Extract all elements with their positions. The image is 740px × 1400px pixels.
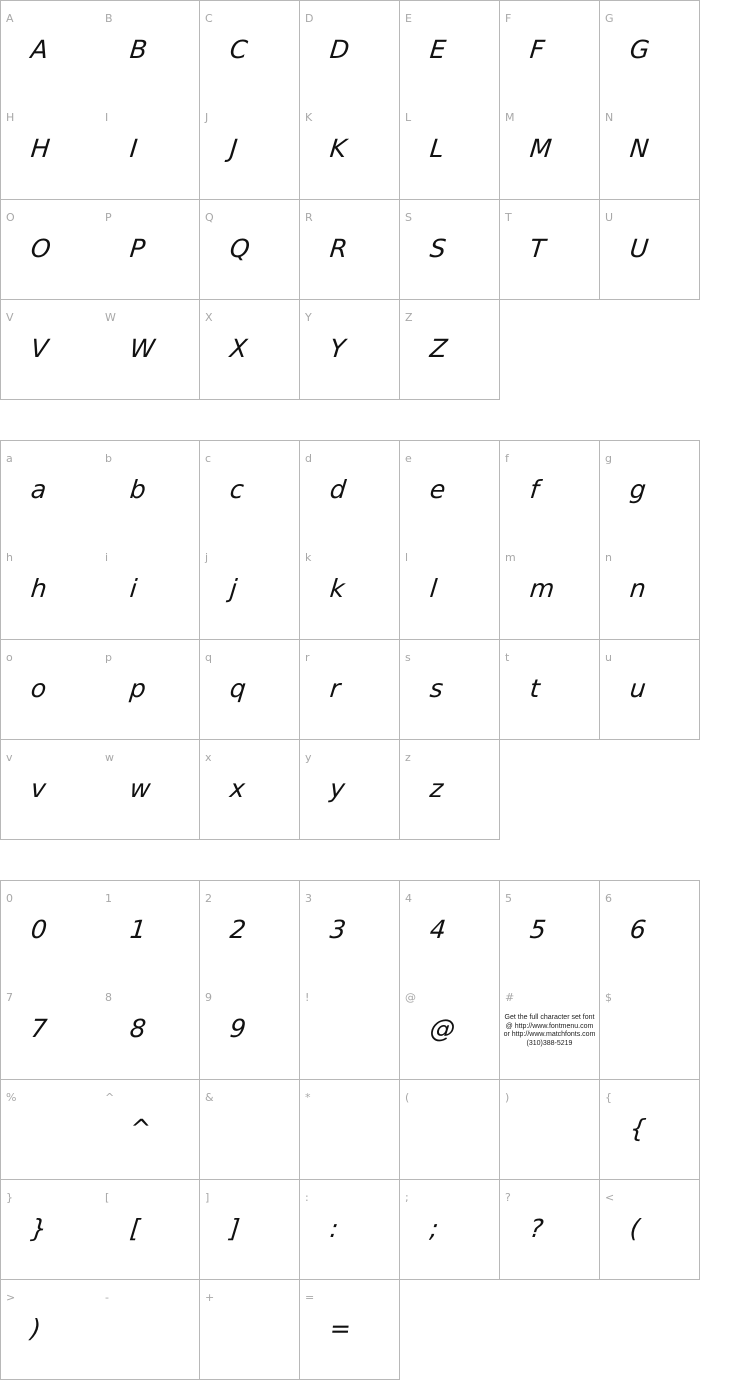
glyph-sample: i — [128, 574, 139, 603]
glyph-sample: ? — [528, 1214, 545, 1243]
glyph-label: Y — [305, 311, 312, 324]
promo-text — [500, 1014, 599, 1048]
glyph-label: { — [605, 1091, 612, 1104]
glyph-cell — [100, 300, 200, 400]
glyph-label: c — [205, 452, 212, 465]
glyph-label: 7 — [6, 991, 13, 1004]
glyph-label: N — [605, 111, 614, 124]
glyph-label: D — [305, 12, 314, 25]
glyph-cell — [300, 440, 400, 541]
glyph-cell — [100, 200, 200, 300]
glyph-sample: @ — [428, 1014, 457, 1043]
glyph-cell — [400, 740, 500, 840]
glyph-sample: ( — [628, 1214, 642, 1243]
glyph-label: j — [205, 551, 209, 564]
glyph-sample: X — [228, 334, 249, 363]
glyph-label: B — [105, 12, 113, 25]
glyph-cell — [400, 880, 500, 981]
glyph-cell — [100, 1280, 200, 1380]
glyph-sample: q — [228, 674, 248, 703]
glyph-cell — [500, 540, 600, 640]
glyph-cell — [600, 440, 700, 541]
glyph-cell — [0, 980, 101, 1080]
glyph-sample: l — [428, 574, 439, 603]
glyph-cell — [300, 880, 400, 981]
glyph-label: = — [305, 1291, 315, 1304]
glyph-label: L — [405, 111, 412, 124]
glyph-sample: g — [628, 475, 648, 504]
glyph-label: E — [405, 12, 412, 25]
glyph-sample: 3 — [328, 915, 348, 944]
glyph-label: h — [6, 551, 13, 564]
glyph-cell — [100, 1180, 200, 1280]
glyph-sample: { — [628, 1114, 648, 1143]
glyph-cell — [500, 0, 600, 101]
glyph-sample: 0 — [29, 915, 49, 944]
glyph-sample: W — [128, 334, 157, 363]
glyph-sample: M — [528, 134, 554, 163]
glyph-sample: d — [328, 475, 348, 504]
glyph-sample: p — [128, 674, 148, 703]
glyph-sample: h — [29, 574, 49, 603]
glyph-label: < — [605, 1191, 615, 1204]
glyph-sample: 6 — [628, 915, 648, 944]
glyph-cell — [600, 640, 700, 740]
glyph-label: ; — [405, 1191, 409, 1204]
glyph-label: s — [405, 651, 411, 664]
glyph-sample: z — [428, 774, 445, 803]
glyph-sample: 1 — [128, 915, 148, 944]
glyph-cell — [600, 0, 700, 101]
glyph-label: 9 — [205, 991, 212, 1004]
glyph-label: I — [105, 111, 109, 124]
glyph-sample: Z — [428, 334, 449, 363]
glyph-cell — [100, 100, 200, 200]
glyph-cell — [300, 100, 400, 200]
glyph-sample: B — [128, 35, 149, 64]
glyph-cell — [400, 300, 500, 400]
glyph-label: : — [305, 1191, 309, 1204]
glyph-sample: u — [628, 674, 648, 703]
glyph-cell — [300, 540, 400, 640]
glyph-label: f — [505, 452, 509, 465]
glyph-cell — [100, 740, 200, 840]
glyph-cell — [0, 1280, 101, 1380]
glyph-cell — [400, 0, 500, 101]
glyph-label: a — [6, 452, 13, 465]
glyph-sample: 2 — [228, 915, 248, 944]
glyph-cell — [400, 440, 500, 541]
glyph-label: ] — [205, 1191, 210, 1204]
glyph-label: P — [105, 211, 112, 224]
glyph-cell — [300, 300, 400, 400]
glyph-sample: Y — [328, 334, 347, 363]
glyph-label: r — [305, 651, 310, 664]
glyph-label: > — [6, 1291, 16, 1304]
glyph-cell — [600, 1180, 700, 1280]
glyph-sample: n — [628, 574, 648, 603]
glyph-label: K — [305, 111, 313, 124]
glyph-label: 5 — [505, 892, 512, 905]
glyph-sample: f — [528, 475, 541, 504]
glyph-sample: L — [428, 134, 446, 163]
glyph-cell — [500, 880, 600, 981]
glyph-sample: 8 — [128, 1014, 148, 1043]
glyph-sample: ) — [29, 1314, 43, 1343]
glyph-sample: 7 — [29, 1014, 49, 1043]
glyph-label: l — [405, 551, 409, 564]
glyph-sample: s — [428, 674, 445, 703]
glyph-cell — [0, 440, 101, 541]
glyph-cell — [500, 980, 600, 1080]
glyph-label: z — [405, 751, 411, 764]
glyph-label: i — [105, 551, 109, 564]
glyph-cell — [100, 440, 200, 541]
glyph-cell — [100, 1080, 200, 1180]
promo-line: Get the full character set font — [504, 1014, 595, 1021]
glyph-cell — [400, 640, 500, 740]
glyph-sample: c — [228, 475, 246, 504]
glyph-cell — [300, 200, 400, 300]
glyph-sample: C — [228, 35, 249, 64]
glyph-label: A — [6, 12, 14, 25]
glyph-label: u — [605, 651, 612, 664]
glyph-sample: a — [29, 475, 48, 504]
glyph-cell — [0, 200, 101, 300]
glyph-sample: V — [29, 334, 50, 363]
glyph-label: 6 — [605, 892, 612, 905]
glyph-cell — [100, 540, 200, 640]
glyph-label: t — [505, 651, 510, 664]
glyph-cell — [200, 1180, 300, 1280]
glyph-sample: K — [328, 134, 348, 163]
glyph-cell — [100, 0, 200, 101]
glyph-cell — [100, 980, 200, 1080]
glyph-sample: N — [628, 134, 651, 163]
glyph-cell — [300, 1080, 400, 1180]
glyph-label: e — [405, 452, 412, 465]
glyph-label: y — [305, 751, 312, 764]
glyph-label: ^ — [105, 1091, 115, 1104]
glyph-cell — [0, 300, 101, 400]
glyph-sample: U — [628, 234, 650, 263]
glyph-cell — [300, 640, 400, 740]
glyph-sample: m — [528, 574, 556, 603]
glyph-label: 3 — [305, 892, 312, 905]
glyph-label: ) — [505, 1091, 510, 1104]
glyph-label: 4 — [405, 892, 412, 905]
glyph-cell — [200, 980, 300, 1080]
glyph-label: p — [105, 651, 112, 664]
glyph-label: % — [6, 1091, 17, 1104]
glyph-label: d — [305, 452, 312, 465]
glyph-cell — [300, 0, 400, 101]
glyph-label: q — [205, 651, 212, 664]
glyph-sample: H — [29, 134, 52, 163]
glyph-sample: j — [228, 574, 239, 603]
glyph-cell — [200, 1280, 300, 1380]
glyph-cell — [500, 200, 600, 300]
glyph-sample: 4 — [428, 915, 448, 944]
glyph-label: 2 — [205, 892, 212, 905]
glyph-cell — [0, 1080, 101, 1180]
glyph-cell — [0, 100, 101, 200]
glyph-label: G — [605, 12, 614, 25]
glyph-sample: D — [328, 35, 351, 64]
glyph-cell — [400, 200, 500, 300]
glyph-cell — [500, 1080, 600, 1180]
glyph-sample: O — [29, 234, 53, 263]
glyph-cell — [600, 880, 700, 981]
glyph-sample: w — [128, 774, 152, 803]
glyph-cell — [400, 540, 500, 640]
glyph-label: x — [205, 751, 212, 764]
glyph-sample: } — [29, 1214, 49, 1243]
glyph-label: O — [6, 211, 15, 224]
glyph-cell — [300, 1280, 400, 1380]
glyph-sample: 5 — [528, 915, 548, 944]
glyph-sample: S — [428, 234, 448, 263]
glyph-label: Q — [205, 211, 214, 224]
glyph-cell — [100, 640, 200, 740]
glyph-label: b — [105, 452, 112, 465]
glyph-cell — [0, 740, 101, 840]
glyph-label: M — [505, 111, 515, 124]
glyph-label: [ — [105, 1191, 110, 1204]
glyph-sample: v — [29, 774, 48, 803]
glyph-sample: [ — [128, 1214, 142, 1243]
glyph-sample: T — [528, 234, 547, 263]
glyph-label: n — [605, 551, 612, 564]
glyph-cell — [500, 440, 600, 541]
glyph-cell — [400, 980, 500, 1080]
glyph-label: k — [305, 551, 312, 564]
glyph-cell — [500, 640, 600, 740]
glyph-sample: A — [29, 35, 50, 64]
glyph-sample: P — [128, 234, 147, 263]
promo-line: (310)388-5219 — [526, 1039, 573, 1047]
glyph-label: 1 — [105, 892, 112, 905]
glyph-label: F — [505, 12, 512, 25]
glyph-cell — [200, 0, 300, 101]
glyph-sample: y — [328, 774, 347, 803]
glyph-cell — [200, 300, 300, 400]
glyph-cell — [200, 640, 300, 740]
glyph-label: 0 — [6, 892, 13, 905]
glyph-cell — [0, 880, 101, 981]
glyph-cell — [0, 0, 101, 101]
glyph-sample: 9 — [228, 1014, 248, 1043]
glyph-label: T — [505, 211, 512, 224]
glyph-cell — [600, 540, 700, 640]
glyph-cell — [200, 100, 300, 200]
glyph-cell — [600, 100, 700, 200]
glyph-sample: x — [228, 774, 247, 803]
glyph-cell — [500, 100, 600, 200]
glyph-label: & — [205, 1091, 214, 1104]
glyph-cell — [500, 1180, 600, 1280]
glyph-label: U — [605, 211, 614, 224]
glyph-cell — [200, 200, 300, 300]
glyph-sample: = — [328, 1314, 353, 1343]
glyph-label: # — [505, 991, 515, 1004]
glyph-label: @ — [405, 991, 416, 1004]
glyph-sample: b — [128, 475, 148, 504]
glyph-label: * — [305, 1091, 311, 1104]
glyph-cell — [200, 440, 300, 541]
glyph-sample: ] — [228, 1214, 242, 1243]
glyph-label: g — [605, 452, 612, 465]
glyph-sample: G — [628, 35, 651, 64]
glyph-label: + — [205, 1291, 215, 1304]
promo-line: or http://www.matchfonts.com — [503, 1031, 596, 1038]
glyph-cell — [200, 1080, 300, 1180]
glyph-label: ( — [405, 1091, 410, 1104]
glyph-label: Z — [405, 311, 413, 324]
glyph-cell — [0, 540, 101, 640]
glyph-cell — [600, 200, 700, 300]
glyph-label: 8 — [105, 991, 112, 1004]
glyph-label: w — [105, 751, 114, 764]
glyph-cell — [300, 980, 400, 1080]
glyph-label: ! — [305, 991, 310, 1004]
glyph-sample: E — [428, 35, 448, 64]
glyph-sample: o — [29, 674, 48, 703]
glyph-cell — [200, 880, 300, 981]
glyph-sample: t — [528, 674, 542, 703]
glyph-cell — [0, 640, 101, 740]
glyph-sample: ; — [428, 1214, 440, 1243]
glyph-label: V — [6, 311, 14, 324]
glyph-sample: F — [528, 35, 546, 64]
glyph-label: } — [6, 1191, 13, 1204]
glyph-sample: ^ — [128, 1114, 153, 1143]
glyph-label: - — [105, 1291, 109, 1304]
glyph-sample: : — [328, 1214, 340, 1243]
glyph-label: R — [305, 211, 313, 224]
glyph-cell — [400, 1080, 500, 1180]
glyph-cell — [300, 1180, 400, 1280]
promo-line: @ http://www.fontmenu.com — [505, 1022, 594, 1030]
glyph-label: W — [105, 311, 116, 324]
glyph-label: J — [205, 111, 209, 124]
glyph-cell — [100, 880, 200, 981]
glyph-cell — [400, 1180, 500, 1280]
glyph-cell — [400, 100, 500, 200]
glyph-label: m — [505, 551, 516, 564]
glyph-label: C — [205, 12, 213, 25]
glyph-cell — [200, 540, 300, 640]
glyph-sample: k — [328, 574, 347, 603]
glyph-label: v — [6, 751, 13, 764]
glyph-cell — [600, 1080, 700, 1180]
glyph-sample: I — [128, 134, 139, 163]
glyph-sample: e — [428, 475, 447, 504]
glyph-label: S — [405, 211, 412, 224]
glyph-cell — [200, 740, 300, 840]
glyph-cell — [600, 980, 700, 1080]
glyph-label: X — [205, 311, 213, 324]
glyph-cell — [300, 740, 400, 840]
glyph-label: $ — [605, 991, 612, 1004]
glyph-sample: J — [228, 134, 239, 163]
glyph-sample: R — [328, 234, 349, 263]
glyph-label: o — [6, 651, 13, 664]
glyph-label: H — [6, 111, 15, 124]
glyph-cell — [0, 1180, 101, 1280]
glyph-label: ? — [505, 1191, 511, 1204]
glyph-sample: Q — [228, 234, 252, 263]
glyph-sample: r — [328, 674, 342, 703]
